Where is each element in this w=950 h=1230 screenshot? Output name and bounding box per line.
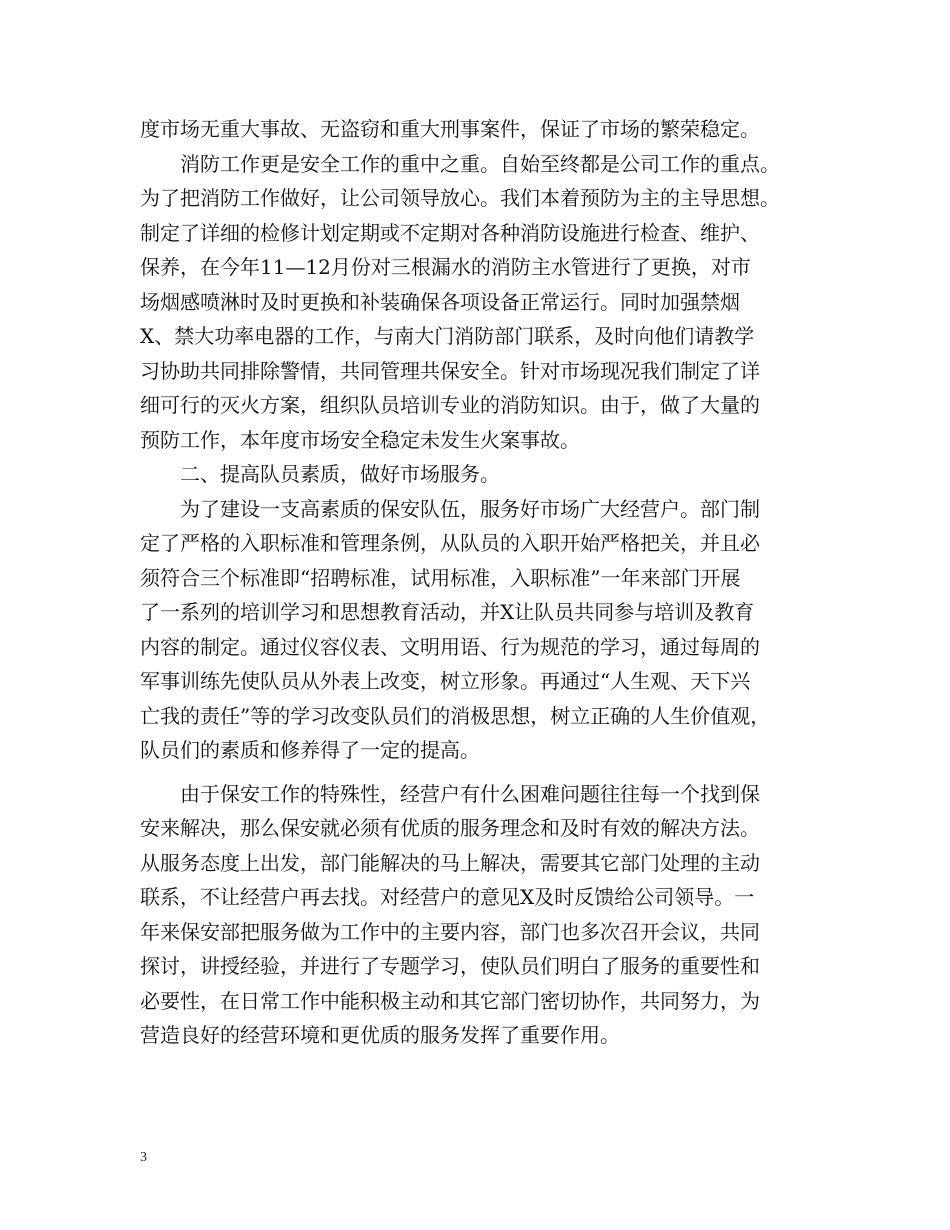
text-line: 由于保安工作的特殊性，经营户有什么困难问题往往每一个找到保 <box>140 781 760 806</box>
text-line: 细可行的灭火方案，组织队员培训专业的消防知识。由于，做了大量的 <box>140 393 760 417</box>
text-line: 内容的制定。通过仪容仪表、文明用语、行为规范的学习，通过每周的 <box>140 634 760 659</box>
text-line: 制定了详细的检修计划定期或不定期对各种消防设施进行检查、维护、 <box>140 220 760 245</box>
text-line: 年来保安部把服务做为工作中的主要内容，部门也多次召开会议，共同 <box>140 919 760 944</box>
text-line: 营造良好的经营环境和更优质的服务发挥了重要作用。 <box>140 1023 620 1047</box>
text-line: 从服务态度上出发，部门能解决的马上解决，需要其它部门处理的主动 <box>140 850 760 875</box>
page-number: 3 <box>140 1150 147 1165</box>
text-line: 军事训练先使队员从外表上改变，树立形象。再通过“人生观、天下兴 <box>140 669 751 693</box>
text-line: X、禁大功率电器的工作，与南大门消防部门联系，及时向他们请教学 <box>140 324 755 348</box>
text-line: 定了严格的入职标准和管理条例，从队员的入职开始严格把关，并且必 <box>140 531 760 555</box>
document-body <box>140 112 820 1053</box>
text-line: 习协助共同排除警情，共同管理共保安全。针对市场现况我们制定了详 <box>140 358 760 383</box>
text-line: 场烟感喷淋时及时更换和补装确保各项设备正常运行。同时加强禁烟 <box>140 289 740 314</box>
text-line: 安来解决，那么保安就必须有优质的服务理念和及时有效的解决方法。 <box>140 816 760 840</box>
text-line: 必要性，在日常工作中能积极主动和其它部门密切协作，共同努力，为 <box>140 988 760 1013</box>
text-line: 了一系列的培训学习和思想教育活动，并X让队员共同参与培训及教育 <box>140 600 755 624</box>
text-line: 度市场无重大事故、无盗窃和重大刑事案件，保证了市场的繁荣稳定。 <box>140 117 760 141</box>
text-line: 联系，不让经营户再去找。对经营户的意见X及时反馈给公司领导。一 <box>140 885 755 909</box>
text-line: 亡我的责任”等的学习改变队员们的消极思想，树立正确的人生价值观， <box>140 703 771 728</box>
text-line: 消防工作更是安全工作的重中之重。自始至终都是公司工作的重点。 <box>140 151 780 176</box>
text-line: 队员们的素质和修养得了一定的提高。 <box>140 738 480 762</box>
text-line: 保养，在今年11—12月份对三根漏水的消防主水管进行了更换，对市 <box>140 255 751 279</box>
text-line: 预防工作，本年度市场安全稳定未发生火案事故。 <box>140 427 580 452</box>
text-line: 须符合三个标准即“招聘标准，试用标准，入职标准”一年来部门开展 <box>140 565 741 590</box>
text-line: 为了建设一支高素质的保安队伍，服务好市场广大经营户。部门制 <box>140 496 760 521</box>
text-line: 为了把消防工作做好，让公司领导放心。我们本着预防为主的主导思想。 <box>140 186 780 210</box>
section-heading: 二、提高队员素质，做好市场服务。 <box>140 462 500 486</box>
text-line: 探讨，讲授经验，并进行了专题学习，使队员们明白了服务的重要性和 <box>140 954 760 978</box>
